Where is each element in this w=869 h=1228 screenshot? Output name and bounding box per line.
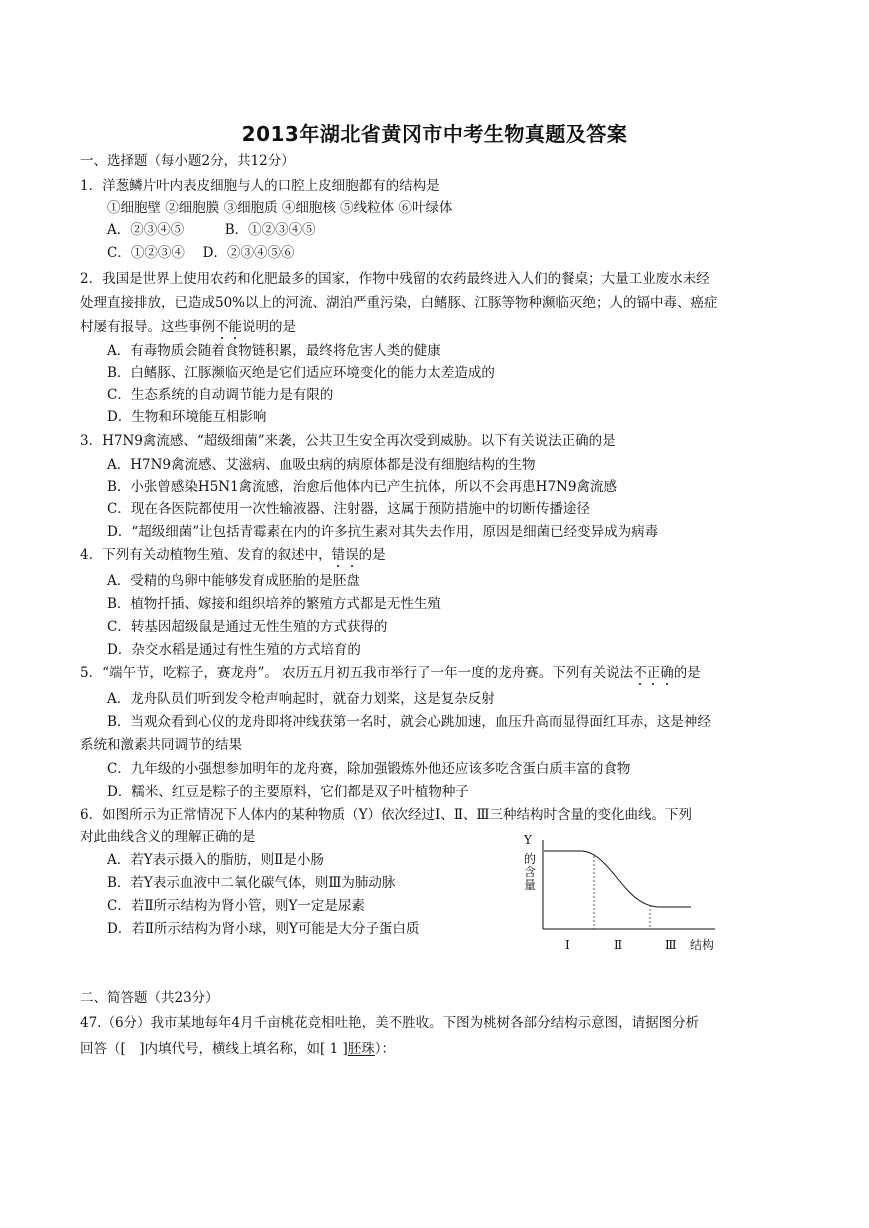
- question-6-option-b: B．若Y表示血液中二氧化碳气体，则Ⅲ为肺动脉: [107, 875, 396, 891]
- emphasis-char: 不: [215, 319, 229, 335]
- question-5-option-b-line-2: 系统和激素共同调节的结果: [80, 737, 242, 753]
- question-4-option-a: A．受精的鸟卵中能够发育成胚胎的是胚盘: [107, 573, 360, 589]
- section-heading-choice: 一、选择题（每小题2分，共12分）: [80, 153, 295, 169]
- graph-y-label-char: 量: [524, 878, 537, 892]
- question-6-line-2: 对此曲线含义的理解正确的是: [80, 829, 256, 845]
- q2-stem-text: 说明的是: [242, 319, 296, 335]
- graph-x-label: 结构: [690, 938, 715, 952]
- q4-stem-text: 的是: [358, 547, 386, 563]
- q4-stem-text: 4．下列有关动植物生殖、发育的叙述中，: [80, 547, 332, 563]
- emphasis-char: 正: [646, 665, 661, 681]
- question-1-items: ①细胞壁 ②细胞膜 ③细胞质 ④细胞核 ⑤线粒体 ⑥叶绿体: [107, 200, 453, 216]
- question-2-option-b: B．白鳍豚、江豚濒临灭绝是它们适应环境变化的能力太差造成的: [107, 365, 495, 381]
- graph-curve: [544, 851, 691, 907]
- question-4-option-b: B．植物扦插、嫁接和组织培养的繁殖方式都是无性生殖: [107, 596, 441, 612]
- question-1-stem: 1．洋葱鳞片叶内表皮细胞与人的口腔上皮细胞都有的结构是: [80, 178, 440, 194]
- question-2-line-3: [80, 318, 296, 336]
- emphasis-char: 误: [345, 547, 359, 563]
- question-5-option-b-line-1: B．当观众看到心仪的龙舟即将冲线获第一名时，就会心跳加速，血压升高而显得面红耳赤，这是神经: [107, 714, 711, 730]
- question-5-option-c: C．九年级的小强想参加明年的龙舟赛，除加强锻炼外他还应该多吃含蛋白质丰富的食物: [107, 761, 631, 777]
- graph-y-label-char: 的: [524, 852, 537, 866]
- question-47-line-1: 47.（6分）我市某地每年4月千亩桃花竞相吐艳，美不胜收。下图为桃树各部分结构示意图，请据图分析: [80, 1015, 700, 1031]
- graph-x-tick: Ⅲ: [665, 938, 677, 952]
- question-3-stem: 3．H7N9禽流感、“超级细菌”来袭，公共卫生安全再次受到威胁。以下有关说法正确的是: [80, 433, 616, 449]
- question-5-option-d: D．糯米、红豆是粽子的主要原料，它们都是双子叶植物种子: [107, 784, 469, 800]
- q5-stem-text: 5．“端午节，吃粽子，赛龙舟”。 农历五月初五我市举行了一年一度的龙舟赛。下列有关说法: [80, 665, 634, 681]
- question-3-option-b: B．小张曾感染H5N1禽流感，治愈后他体内已产生抗体，所以不会再患H7N9禽流感: [107, 479, 617, 495]
- question-4-stem: [80, 546, 386, 564]
- graph-x-tick: Ⅱ: [614, 938, 623, 952]
- question-2-line-1: 2．我国是世界上使用农药和化肥最多的国家，作物中残留的农药最终进入人们的餐桌；大量工业废水未经: [80, 271, 710, 287]
- question-5-option-a: A．龙舟队员们听到发令枪声响起时，就奋力划桨，这是复杂反射: [107, 691, 495, 707]
- emphasis-char: 不: [633, 665, 647, 681]
- emphasis-char: 确: [660, 665, 674, 681]
- content-curve-figure: [510, 830, 740, 960]
- question-6-option-c: C．若Ⅱ所示结构为肾小管，则Y一定是尿素: [107, 898, 365, 914]
- page-title: 2013年湖北省黄冈市中考生物真题及答案: [241, 122, 628, 146]
- question-2-option-d: D．生物和环境能互相影响: [107, 409, 267, 425]
- question-4-option-c: C．转基因超级鼠是通过无性生殖的方式获得的: [107, 619, 388, 635]
- question-5-stem: [80, 664, 701, 682]
- q5-stem-text: 的是: [673, 665, 701, 681]
- graph-y-label-char: 含: [524, 865, 537, 879]
- graph-x-tick: Ⅰ: [565, 938, 570, 952]
- question-47-line-2: [80, 1040, 395, 1058]
- graph-y-label: Y: [524, 833, 532, 847]
- q47-text: ）：: [374, 1041, 395, 1057]
- question-6-line-1: 6．如图所示为正常情况下人体内的某种物质（Y）依次经过Ⅰ、Ⅱ、Ⅲ三种结构时含量的变化曲线。下列: [80, 807, 693, 823]
- question-3-option-c: C．现在各医院都使用一次性输液器、注射器，这属于预防措施中的切断传播途径: [107, 501, 590, 517]
- emphasis-char: 能: [228, 319, 242, 335]
- question-4-option-d: D．杂交水稻是通过有性生殖的方式培育的: [107, 642, 361, 658]
- q2-stem-text: 村屡有报导。这些事例: [80, 319, 215, 335]
- emphasis-char: 错: [331, 547, 346, 563]
- question-2-line-2: 处理直接排放，已造成50%以上的河流、湖泊严重污染，白鳍豚、江豚等物种濒临灭绝；人的镉中毒、癌症: [80, 295, 718, 311]
- question-1-options-ab: A．②③④⑤ B．①②③④⑤: [107, 222, 316, 238]
- question-2-option-c: C．生态系统的自动调节能力是有限的: [107, 387, 334, 403]
- question-1-options-cd: C．①②③④ D．②③④⑤⑥: [107, 245, 295, 261]
- example-answer: 胚珠: [347, 1041, 375, 1057]
- question-6-option-a: A．若Y表示摄入的脂肪，则Ⅱ是小肠: [107, 852, 324, 868]
- question-3-option-d: D．“超级细菌”让包括青霉素在内的许多抗生素对其失去作用，原因是细菌已经变异成为病毒: [107, 524, 659, 540]
- question-2-option-a: A．有毒物质会随着食物链积累，最终将危害人类的健康: [107, 343, 441, 359]
- question-3-option-a: A．H7N9禽流感、艾滋病、血吸虫病的病原体都是没有细胞结构的生物: [107, 457, 536, 473]
- question-6-option-d: D．若Ⅱ所示结构为肾小球，则Y可能是大分子蛋白质: [107, 921, 420, 937]
- q47-text: 回答（[ ]内填代号，横线上填名称，如[ 1 ]: [80, 1041, 348, 1057]
- section-heading-short-answer: 二、简答题（共23分）: [80, 990, 219, 1006]
